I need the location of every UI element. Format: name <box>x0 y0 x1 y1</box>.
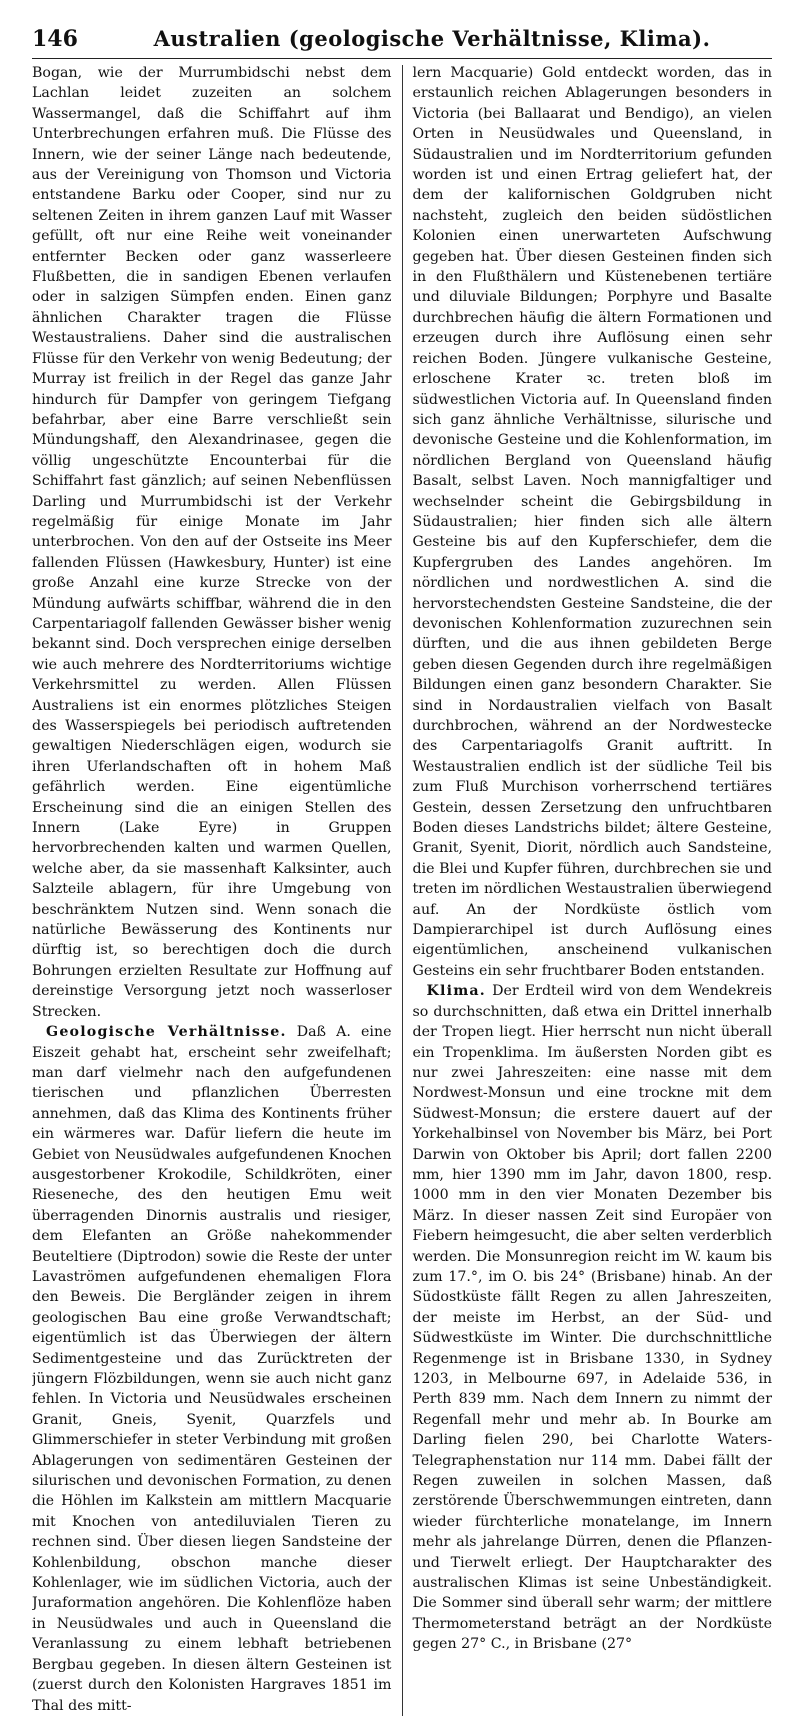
page-header <box>32 26 772 59</box>
page-number: 146 <box>32 26 78 52</box>
paragraph <box>32 1022 392 1716</box>
paragraph: Bogan, wie der Murrumbidschi nebst dem Lachlan leidet zuzeiten an solchem Wassermangel, daß die Schiffahrt auf ihm Unterbrechungen erfahren muß. Die Flüsse des Innern, wie der seiner Länge nach bedeutende, aus der Vereinigung von Thomson und Victoria entstandene Barku oder Cooper, sind nur zu seltenen Zeiten in ihrem ganzen Lauf mit Wasser gefüllt, oft nur eine Reihe weit voneinander entfernter Becken oder ganz wasserleere Flußbetten, die in sandigen Ebenen verlaufen oder in salzigen Sümpfen enden. Einen ganz ähnlichen Charakter tragen die Flüsse Westaustraliens. Daher sind die australischen Flüsse für den Verkehr von wenig Bedeutung; der Murray ist freilich in der Regel das ganze Jahr hindurch für Dampfer von geringem Tiefgang befahrbar, aber eine Barre verschließt sein Mündungshaff, den Alexandrinasee, gegen die völlig ungeschützte Encounterbai für die Schiffahrt fast gänzlich; auf seinen Nebenflüssen Darling und Murrumbidschi ist der Verkehr regelmäßig für einige Monate im Jahr unterbrochen. Von den auf der Ostseite ins Meer fallenden Flüssen (Hawkesbury, Hunter) ist eine große Anzahl eine kurze Strecke von der Mündung aufwärts schiffbar, während die in den Carpentariagolf fallenden Gewässer bisher wenig bekannt sind. Doch versprechen einige derselben wie auch mehrere des Nordterritoriums wichtige Verkehrsmittel zu werden. Allen Flüssen Australiens ist ein enormes plötzliches Steigen des Wasserspiegels bei periodisch auftretenden gewaltigen Niederschlägen eigen, wodurch sie ihren Uferlandschaften oft in hohem Maß gefährlich werden. Eine eigentümliche Erscheinung sind die an einigen Stellen des Innern (Lake Eyre) in Gruppen hervorbrechenden kalten und warmen Quellen, welche aber, da sie massenhaft Kalksinter, auch Salzteile ablagern, für ihre Umgebung von beschränktem Nutzen sind. Wenn sonach die natürliche Bewässerung des Kontinents nur dürftig ist, so berechtigen doch die durch Bohrungen erzielten Resultate zur Hoffnung auf dereinstige Versorgung jetzt noch wasserloser Strecken. <box>32 65 392 1020</box>
running-title: Australien (geologische Verhältnisse, Klima). <box>153 26 711 51</box>
paragraph-text: Der Erdteil wird von dem Wendekreis so durchschnitten, daß etwa ein Drittel innerhalb der Tropen liegt. Hier herrscht nun nicht überall ein Tropenklima. Im äußersten Norden gibt es nur zwei Jahreszeiten: eine nasse mit dem Nordwest-Monsun und eine trockne mit dem Südwest-Monsun; die erstere dauert auf der Yorkehalbinsel von November bis März, bei Port Darwin von Oktober bis April; dort fallen 2200 mm, hier 1390 mm im Jahr, davon 1800, resp. 1000 mm in den vier Monaten Dezember bis März. In dieser nassen Zeit sind Europäer von Fiebern heimgesucht, die aber selten verderblich werden. Die Monsunregion reicht im W. kaum bis zum 17.°, im O. bis 24° (Brisbane) hinab. An der Südostküste fällt Regen zu allen Jahreszeiten, der meiste im Herbst, an der Süd- und Südwestküste im Winter. Die durchschnittliche Regenmenge ist in Brisbane 1330, in Sydney 1203, in Melbourne 697, in Adelaide 536, in Perth 839 mm. Nach dem Innern zu nimmt der Regenfall mehr und mehr ab. In Bourke am Darling fielen 290, bei Charlotte Waters-Telegraphenstation nur 114 mm. Dabei fällt der Regen zuweilen in solchen Massen, daß zerstörende Überschwemmungen eintreten, dann wieder fürchterliche monatelange, im Innern mehr als jahrelange Dürren, denen die Pflanzen- und Tierwelt erliegt. Der Hauptcharakter des australischen Klimas ist seine Unbeständigkeit. Die Sommer sind überall sehr warm; der mittlere Thermometerstand beträgt an der Nordküste gegen 27° C., in Brisbane (27° <box>412 983 772 1653</box>
left-column <box>32 63 402 1716</box>
paragraph-text: Daß A. eine Eiszeit gehabt hat, erscheint sehr zweifelhaft; man darf vielmehr nach den aufgefundenen tierischen und pflanzlichen Überresten annehmen, daß das Klima des Kontinents früher ein wärmeres war. Dafür liefern die heute im Gebiet von Neusüdwales aufgefundenen Knochen ausgestorbener Krokodile, Schildkröten, einer Rieseneche, des den heutigen Emu weit überragenden Dinornis australis und riesiger, dem Elefanten an Größe nahekommender Beuteltiere (Diptrodon) sowie die Reste der unter Lavaströmen aufgefundenen ehemaligen Flora den Beweis. Die Bergländer zeigen in ihrem geologischen Bau eine große Verwandtschaft; eigentümlich ist das Überwiegen der ältern Sedimentgesteine und das Zurücktreten der jüngern Flözbildungen, wenn sie auch nicht ganz fehlen. In Victoria und Neusüdwales erscheinen Granit, Gneis, Syenit, Quarzfels und Glimmerschiefer in steter Verbindung mit großen Ablagerungen von sedimentären Gesteinen der silurischen und devonischen Formation, zu denen die Höhlen im Kalkstein am mittlern Macquarie mit Knochen von antediluvialen Tieren zu rechnen sind. Über diesen liegen Sandsteine der Kohlenbildung, obschon manche dieser Kohlenlager, wie im südlichen Victoria, auch der Juraformation angehören. Die Kohlenflöze haben in Neusüdwales und auch in Queensland die Veranlassung zu einem lebhaft betriebenen Bergbau gegeben. In diesen ältern Gesteinen ist (zuerst durch den Kolonisten Hargraves 1851 im Thal des mitt- <box>32 1024 392 1714</box>
paragraph <box>412 981 772 1654</box>
right-column <box>402 63 772 1716</box>
section-heading: Klima. <box>426 983 486 1000</box>
text-columns <box>32 63 772 1716</box>
section-heading: Geologische Verhältnisse. <box>46 1024 287 1041</box>
paragraph: lern Macquarie) Gold entdeckt worden, das in erstaunlich reichen Ablagerungen besonders in Victoria (bei Ballaarat und Bendigo), an vielen Orten in Neusüdwales und Queensland, in Südaustralien und im Nordterritorium gefunden worden ist und einen Ertrag geliefert hat, der dem der kalifornischen Goldgruben nicht nachsteht, zugleich den beiden südöstlichen Kolonien einen unerwarteten Aufschwung gegeben hat. Über diesen Gesteinen finden sich in den Flußthälern und Küstenebenen tertiäre und diluviale Bildungen; Porphyre und Basalte durchbrechen häufig die ältern Formationen und erzeugen durch ihre Auflösung einen sehr reichen Boden. Jüngere vulkanische Gesteine, erloschene Krater ꝛc. treten bloß im südwestlichen Victoria auf. In Queensland finden sich ganz ähnliche Verhältnisse, silurische und devonische Gesteine und die Kohlenformation, im nördlichen Bergland von Queensland häufig Basalt, selbst Laven. Noch mannigfaltiger und wechselnder scheint die Gebirgsbildung in Südaustralien; hier finden sich alle ältern Gesteine bis auf den Kupferschiefer, dem die Kupfergruben des Landes angehören. Im nördlichen und nordwestlichen A. sind die hervorstechendsten Gesteine Sandsteine, die der devonischen Kohlenformation zuzurechnen sein dürften, und die aus ihnen gebildeten Berge geben diesen Gegenden durch ihre regelmäßigen Bildungen einen ganz besondern Charakter. Sie sind in Nordaustralien vielfach von Basalt durchbrochen, während an der Nordwestecke des Carpentariagolfs Granit auftritt. In Westaustralien endlich ist der südliche Teil bis zum Fluß Murchison vorherrschend tertiäres Gestein, dessen Zersetzung den unfruchtbaren Boden dieses Landstrichs bildet; ältere Gesteine, Granit, Syenit, Diorit, nördlich auch Sandsteine, die Blei und Kupfer führen, durchbrechen sie und treten im nördlichen Westaustralien überwiegend auf. An der Nordküste östlich vom Dampierarchipel ist durch Auflösung eines eigentümlichen, anscheinend vulkanischen Gesteins ein sehr fruchtbarer Boden entstanden. <box>412 65 772 979</box>
